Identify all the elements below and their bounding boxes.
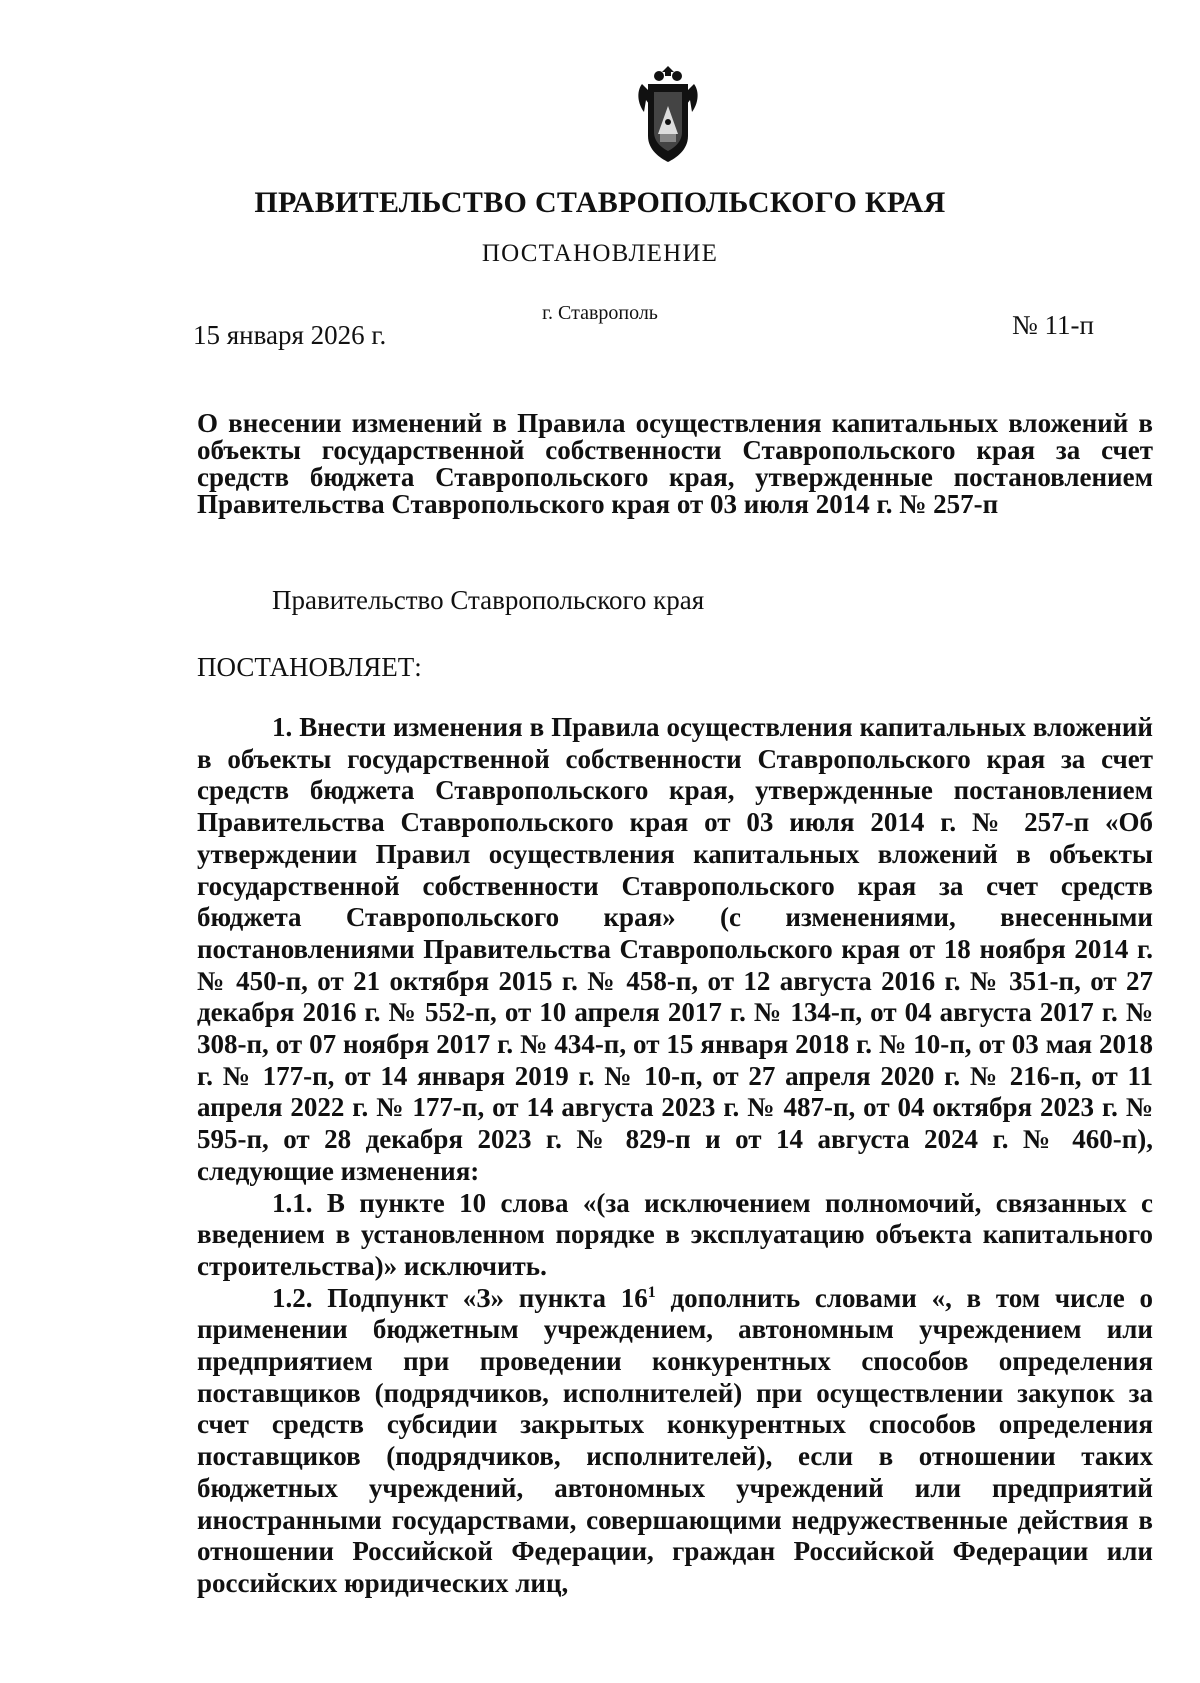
paragraph-1-2-start: 1.2. Подпункт «З» пункта 16 (272, 1282, 648, 1313)
paragraph-1: 1. Внести изменения в Правила осуществления капитальных вложений в объекты государственной собственности Ставропольского края за счет средств бюджета Ставропольского края, утвержденные постановлением Правительства Ставропольского края от 03 июля 2014 г. № 257-п «Об утверждении Правил осуществления капитальных вложений в объекты государственной собственности Ставропольского края за счет средств бюджета Ставропольского края» (с изменениями, внесенными постановлениями Правительства Ставропольского края от 18 ноября 2014 г. № 450-п, от 21 октября 2015 г. № 458-п, от 12 августа 2016 г. № 351-п, от 27 декабря 2016 г. № 552-п, от 10 апреля 2017 г. № 134-п, от 04 августа 2017 г. № 308-п, от 07 ноября 2017 г. № 434-п, от 15 января 2018 г. № 10-п, от 03 мая 2018 г. № 177-п, от 14 января 2019 г. № 10-п, от 27 апреля 2020 г. № 216-п, от 11 апреля 2022 г. № 177-п, от 14 августа 2023 г. № 487-п, от 04 октября 2023 г. № 595-п, от 28 декабря 2023 г. № 829-п и от 14 августа 2024 г. № 460-п), следующие изменения: (197, 712, 1153, 1186)
city: г. Ставрополь (542, 302, 658, 324)
coat-of-arms-icon (632, 62, 704, 164)
document-type: ПОСТАНОВЛЕНИЕ (481, 240, 719, 267)
government-title: ПРАВИТЕЛЬСТВО СТАВРОПОЛЬСКОГО КРАЯ (254, 186, 946, 219)
paragraph-1-2-rest: дополнить словами «, в том числе о применении бюджетным учреждением, автономным учреждением или предприятием при проведении конкурентных способов определения поставщиков (подрядчиков, исполнителей) при осуществлении закупок за счет средств субсидии закрытых конкурентных способов определения поставщиков (подрядчиков, исполнителей), если в отношении таких бюджетных учреждений, автономных учреждений или предприятий иностранными государствами, совершающими недружественные действия в отношении Российской Федерации, граждан Российской Федерации или российских юридических лиц, (197, 1282, 1154, 1598)
preamble-resolves: ПОСТАНОВЛЯЕТ: (197, 652, 422, 682)
preamble-government: Правительство Ставропольского края (272, 585, 705, 615)
document-date: 15 января 2026 г. (193, 320, 387, 350)
paragraph-1-2 (197, 1283, 1153, 1600)
document-body (197, 712, 1153, 1600)
paragraph-1-1: 1.1. В пункте 10 слова «(за исключением полномочий, связанных с введением в установленном порядке в эксплуатацию объекта капитального строительства)» исключить. (197, 1187, 1153, 1281)
superscript: 1 (647, 1283, 656, 1301)
document-heading: О внесении изменений в Правила осуществления капитальных вложений в объекты государственной собственности Ставропольского края за счет средств бюджета Ставропольского края, утвержденные постановлением Правительства Ставропольского края от 03 июля 2014 г. № 257-п (197, 408, 1153, 519)
document-number: № 11-п (1012, 310, 1094, 340)
